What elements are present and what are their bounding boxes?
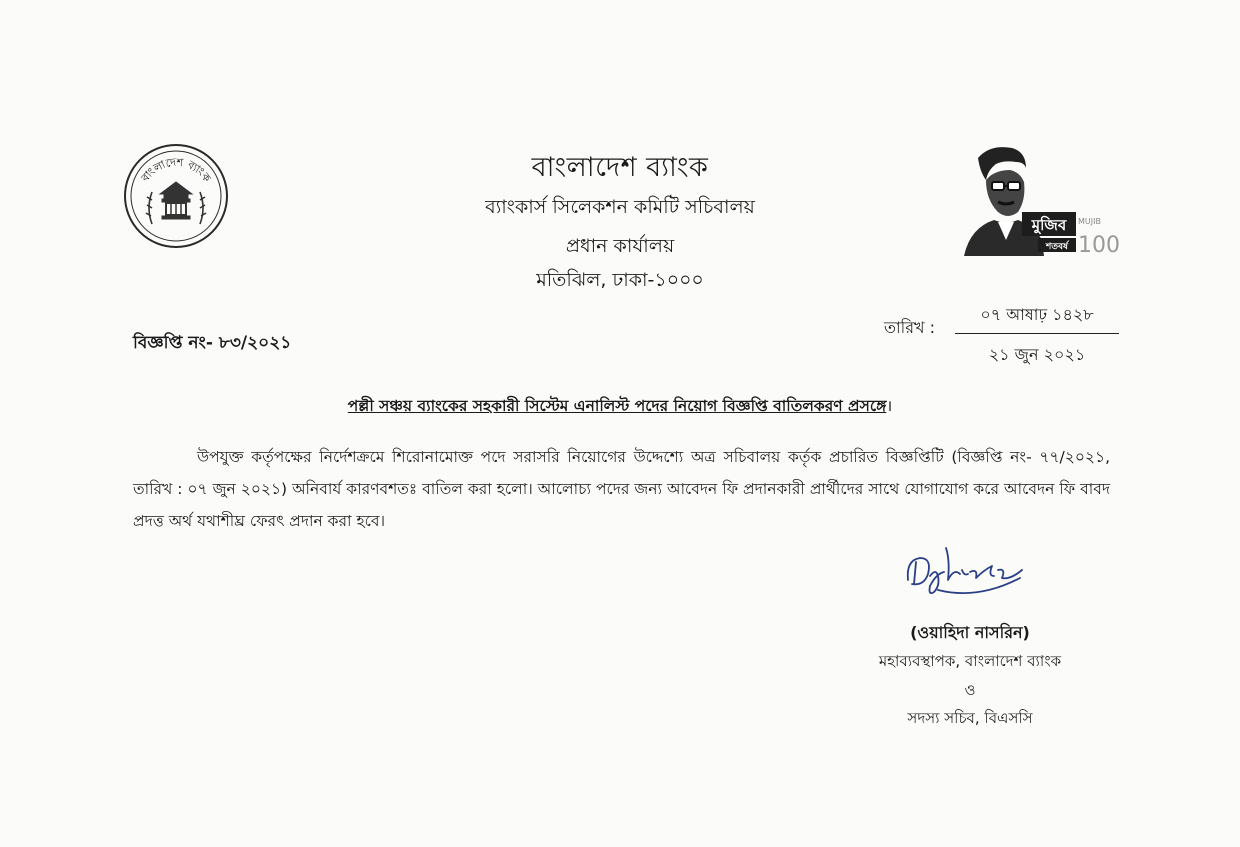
office-address: মতিঝিল, ঢাকা-১০০০ <box>536 269 704 291</box>
body-text: উপযুক্ত কর্তৃপক্ষের নির্দেশক্রমে শিরোনামোক্ত পদে সরাসরি নিয়োগের উদ্দেশ্যে অত্র সচিবালয় কর্তৃক প্রচারিত বিজ্ঞপ্তিটি (বিজ্ঞপ্তি নং- ৭৭/২০২১, তারিখ : ০৭ জুন ২০২১) অনিবার্য কারণবশতঃ বাতিল করা হলো। আলোচ্য পদের জন্য আবেদন ফি প্রদানকারী প্রার্থীদের সাথে যোগাযোগ করে আবেদন ফি বাবদ প্রদত্ত অর্থ যথাশীঘ্র ফেরৎ প্রদান করা হবে। <box>133 448 1110 530</box>
handwritten-signature <box>898 540 1028 602</box>
english-date: ২১ জুন ২০২১ <box>988 345 1086 364</box>
signatory-designation: মহাব্যবস্থাপক, বাংলাদেশ ব্যাংক <box>878 652 1062 670</box>
mujib-word: মুজিব <box>1031 216 1067 234</box>
subject-end: । <box>886 397 893 415</box>
office-name: প্রধান কার্যালয় <box>565 235 675 257</box>
notice-number: বিজ্ঞপ্তি নং- ৮৩/২০২১ <box>133 333 292 353</box>
date-block <box>955 302 1119 369</box>
mujib-latin: MUJIB <box>1078 217 1101 226</box>
signatory-conjunction: ও <box>964 681 976 699</box>
body-paragraph <box>133 441 1110 537</box>
date-label: তারিখ : <box>884 318 936 337</box>
mujib-number: 100 <box>1078 233 1120 258</box>
bangla-date: ০৭ আষাঢ় ১৪২৮ <box>955 302 1119 334</box>
subject-text: পল্লী সঞ্চয় ব্যাংকের সহকারী সিস্টেম এনালিস্ট পদের নিয়োগ বিজ্ঞপ্তি বাতিলকরণ প্রসঙ্গে <box>347 397 887 415</box>
subject-line <box>150 394 1090 420</box>
mujib-100-logo-icon <box>960 140 1120 258</box>
document-title: বাংলাদেশ ব্যাংক <box>531 152 709 183</box>
bangladesh-bank-seal-icon <box>122 142 230 250</box>
signatory-name: (ওয়াহিদা নাসরিন) <box>910 623 1030 642</box>
seal-text: বাংলাদেশ ব্যাংক <box>138 155 214 185</box>
committee-name: ব্যাংকার্স সিলেকশন কমিটি সচিবালয় <box>485 196 755 218</box>
signatory-role: সদস্য সচিব, বিএসসি <box>907 709 1033 727</box>
mujib-subword: শতবর্ষ <box>1045 242 1069 252</box>
